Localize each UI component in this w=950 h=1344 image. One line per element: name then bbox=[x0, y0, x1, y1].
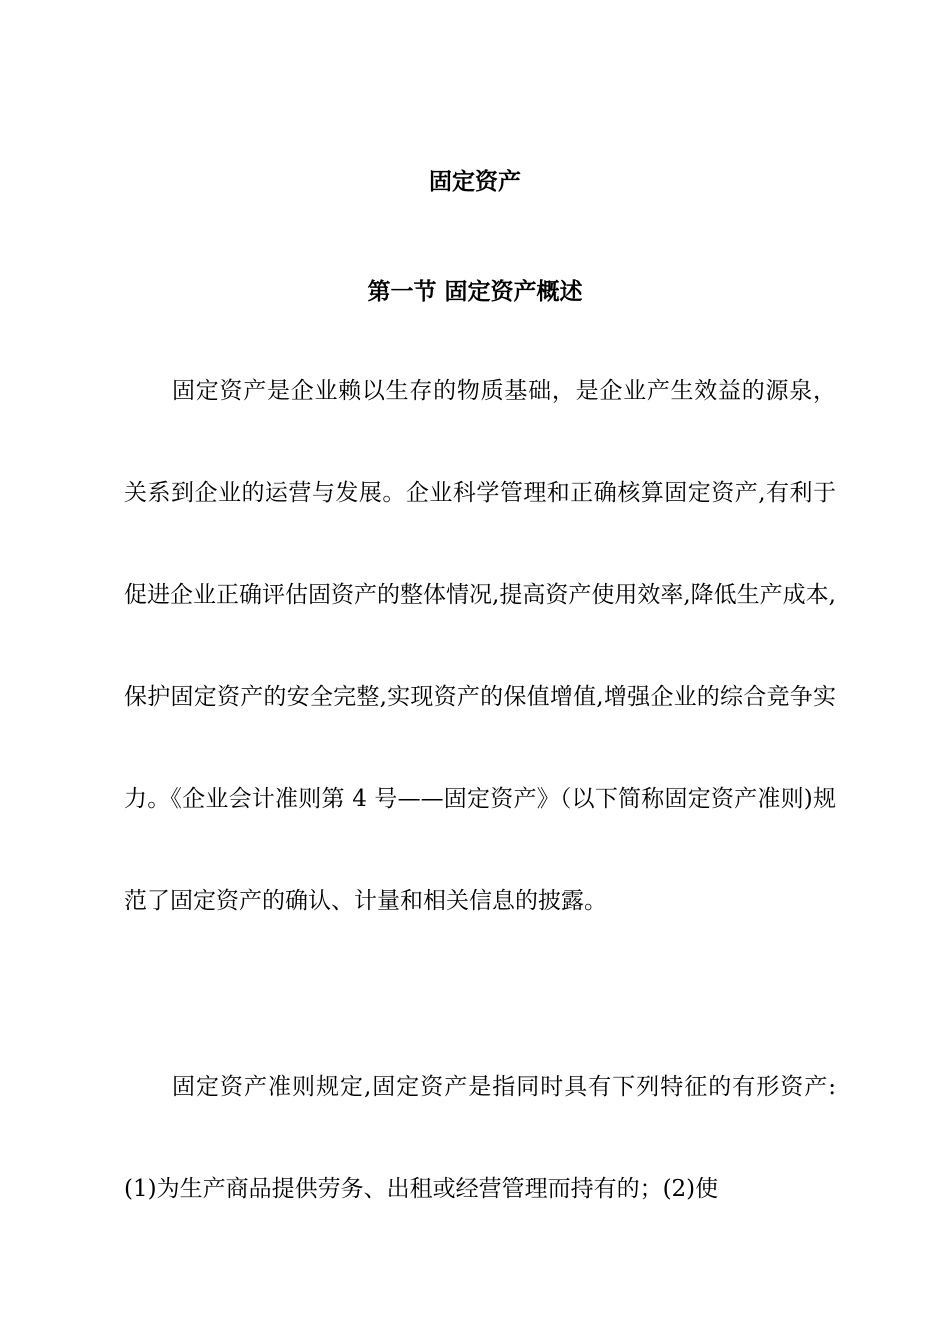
paragraph-intro: 固定资产是企业赖以生存的物质基础，是企业产生效益的源泉，关系到企业的运营与发展。企业科学管理和正确核算固定资产,有利于促进企业正确评估固资产的整体情况,提高资产使用效率,降低生产成本,保护固定资产的安全完整,实现资产的保值增值,增强企业的综合竞争实力。《企业会计准则第 4 号——固定资产》（以下简称固定资产准则)规范了固定资产的确认、计量和相关信息的披露。 bbox=[124, 378, 836, 914]
section-title: 第一节 固定资产概述 bbox=[367, 279, 583, 305]
document-title: 固定资产 bbox=[429, 169, 521, 195]
paragraph-definition: 固定资产准则规定,固定资产是指同时具有下列特征的有形资产:(1)为生产商品提供劳务、出租或经营管理而持有的；(2)使 bbox=[124, 1074, 836, 1202]
